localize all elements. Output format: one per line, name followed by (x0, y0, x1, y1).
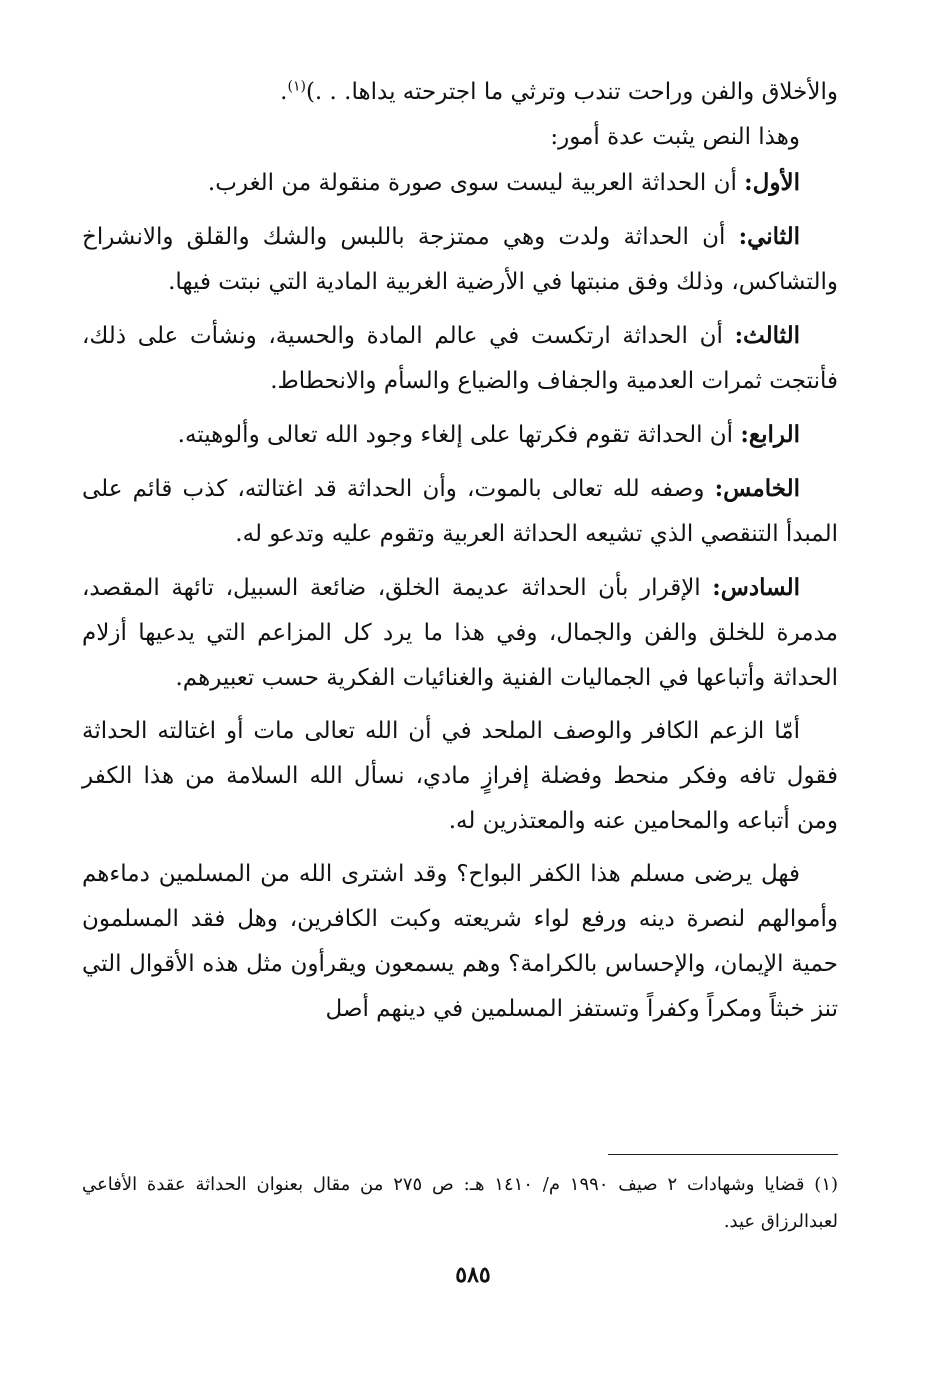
footnote-ref: (١) (287, 78, 306, 95)
footnote: (١) قضايا وشهادات ٢ صيف ١٩٩٠ م/ ١٤١٠ هـ: ص ٢٧٥ من مقال بعنوان الحداثة عقدة الأفاعي لعبدالرزاق عيد. (82, 1174, 839, 1232)
item-text: الإقرار بأن الحداثة عديمة الخلق، ضائعة السبيل، تائهة المقصد، مدمرة للخلق والفن والجمال، وفي هذا ما يرد كل المزاعم التي يدعيها أزلام الحداثة وأتباعها في الجماليات الفنية والغنائيات الفكرية حسب تعبيرهم. (82, 575, 838, 691)
item-fourth (82, 412, 838, 458)
item-first (82, 160, 838, 206)
item-term: الخامس: (714, 475, 800, 502)
main-text (82, 70, 838, 1040)
item-text: أن الحداثة العربية ليست سوى صورة منقولة من الغرب. (207, 170, 745, 196)
item-term: الأول: (744, 169, 800, 196)
item-text: أن الحداثة ولدت وهي ممتزجة باللبس والشك والقلق والانشراخ والتشاكس، وذلك وفق منبتها في الأرضية الغربية المادية التي نبتت فيها. (82, 224, 838, 295)
item-fifth (82, 466, 838, 557)
item-text: أن الحداثة ارتكست في عالم المادة والحسية، ونشأت على ذلك، فأنتجت ثمرات العدمية والجفاف والضياع والسأم والانحطاط. (82, 323, 838, 394)
item-term: الثاني: (738, 223, 800, 250)
intro-text: والأخلاق والفن وراحت تندب وترثي ما اجترحته يداها. . .) (305, 79, 838, 105)
intro-line (82, 70, 838, 115)
item-sixth (82, 565, 838, 701)
item-second (82, 214, 838, 305)
item-third (82, 313, 838, 404)
intro-end: . (280, 79, 288, 105)
footnote-divider (608, 1154, 838, 1155)
item-term: الثالث: (734, 322, 800, 349)
item-text: وصفه لله تعالى بالموت، وأن الحداثة قد اغتالته، كذب قائم على المبدأ التنقصي الذي تشيعه الحداثة العربية وتقوم عليه وتدعو له. (82, 476, 838, 547)
lead-sentence: وهذا النص يثبت عدة أمور: (550, 124, 800, 150)
paragraph-disbelief: أمّا الزعم الكافر والوصف الملحد في أن الله تعالى مات أو اغتالته الحداثة فقول تافه وفكر منحط وفضلة إفرازٍ مادي، نسأل الله السلامة من هذا الكفر ومن أتباعه والمحامين عنه والمعتذرين له. (82, 718, 838, 834)
item-term: السادس: (712, 574, 800, 601)
page-number: ٥٨٥ (455, 1262, 491, 1288)
paragraph-question: فهل يرضى مسلم هذا الكفر البواح؟ وقد اشترى الله من المسلمين دماءهم وأموالهم لنصرة دينه ورفع لواء شريعته وكبت الكافرين، وهل فقد المسلمون حمية الإيمان، والإحساس بالكرامة؟ وهم يسمعون ويقرأون مثل هذه الأقوال التي تنز خبثاً ومكراً وكفراً وتستفز المسلمين في دينهم أصل (82, 861, 838, 1022)
item-text: أن الحداثة تقوم فكرتها على إلغاء وجود الله تعالى وألوهيته. (177, 422, 741, 448)
item-term: الرابع: (740, 421, 800, 448)
